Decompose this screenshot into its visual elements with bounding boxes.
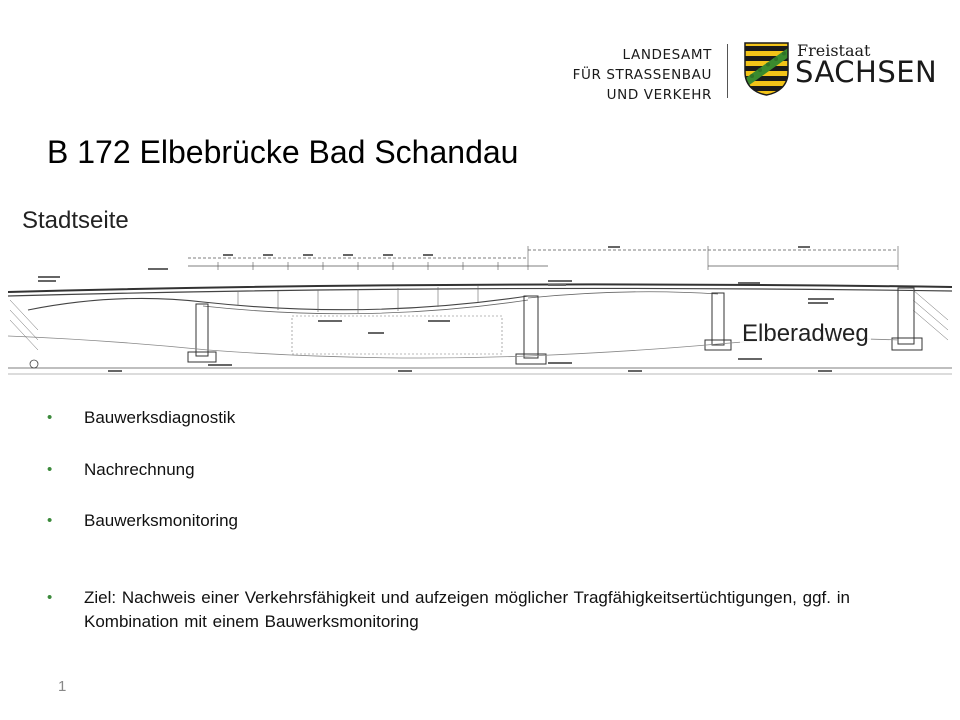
agency-name — [565, 45, 712, 105]
drawing-label-stadtseite: Stadtseite — [22, 207, 129, 234]
bullet-dot-icon: • — [47, 409, 53, 426]
bullet-dot-icon: • — [47, 461, 53, 478]
bullet-text: Ziel: Nachweis einer Verkehrsfähigkeit und aufzeigen möglicher Tragfähigkeitsertüchtigungen, ggf. in Kombination mit einem Bauwerksmonitoring — [84, 588, 850, 631]
bullet-dot-icon: • — [47, 589, 53, 606]
bridge-elevation-drawing — [8, 240, 952, 382]
logo-divider — [727, 44, 728, 98]
bullet-text: Bauwerksdiagnostik — [84, 408, 236, 427]
page-number: 1 — [58, 678, 67, 695]
bullet-text: Nachrechnung — [84, 460, 195, 479]
bullet-dot-icon: • — [47, 512, 53, 529]
slide-title: B 172 Elbebrücke Bad Schandau — [47, 134, 519, 170]
drawing-label-elberadweg: Elberadweg — [742, 320, 869, 347]
agency-line-2: FÜR STRASSENBAU — [572, 67, 712, 83]
state-label-big: SACHSEN — [795, 55, 938, 89]
state-label-small: Freistaat — [797, 41, 871, 60]
bullet-text: Bauwerksmonitoring — [84, 511, 239, 530]
agency-line-3: UND VERKEHR — [606, 87, 712, 103]
agency-line-1: LANDESAMT — [622, 47, 712, 63]
saxony-coat-of-arms-icon — [744, 42, 789, 96]
